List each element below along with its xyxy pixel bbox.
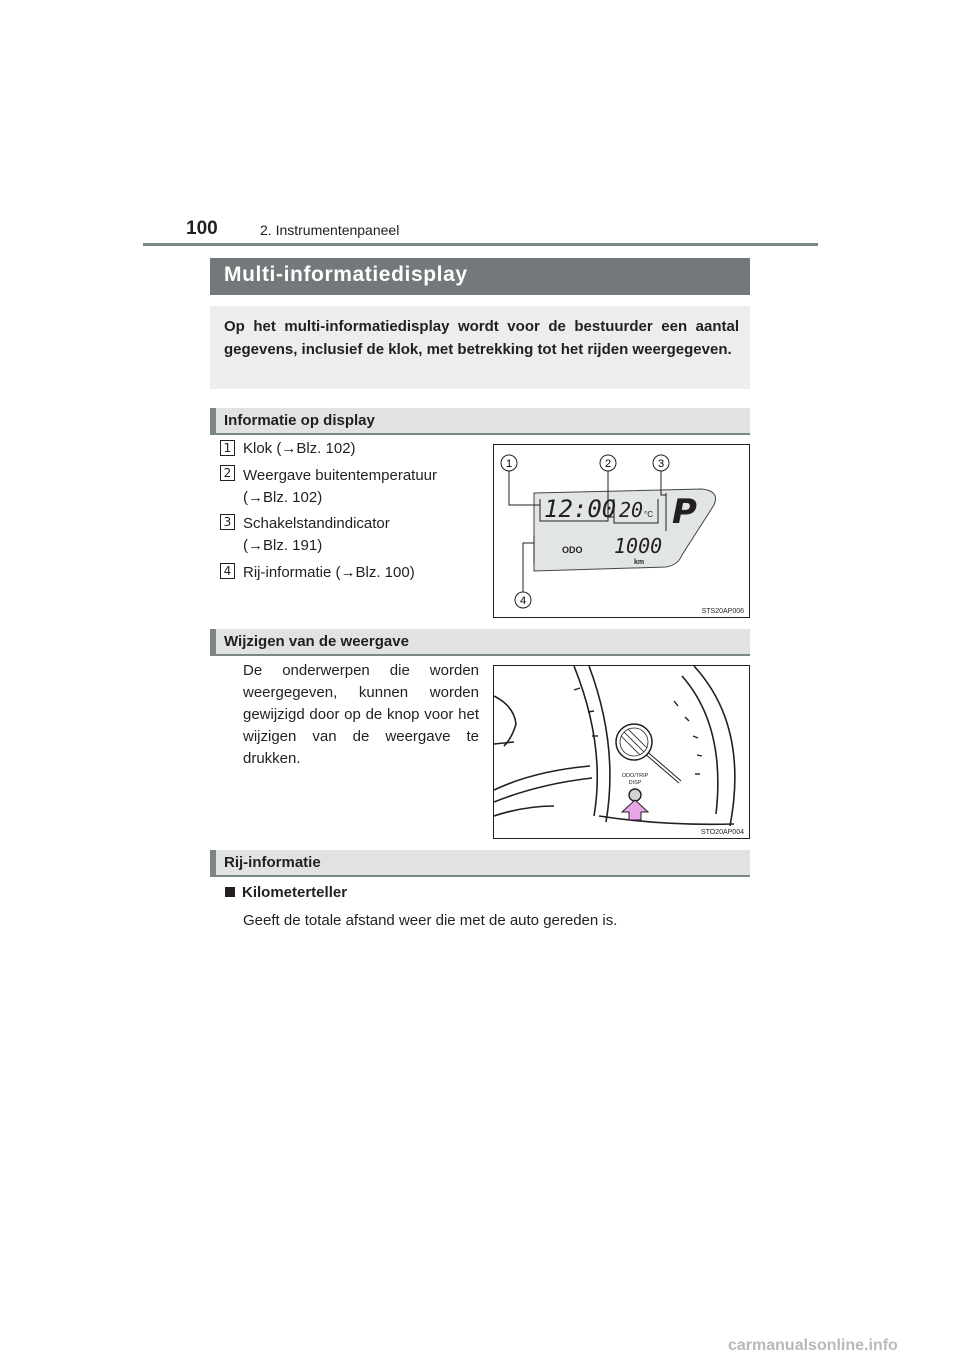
section-title: Rij-informatie <box>224 854 321 871</box>
square-bullet-icon <box>225 887 235 897</box>
lcd-odo-unit: km <box>634 559 645 566</box>
main-title: Multi-informatiedisplay <box>224 263 468 286</box>
callout-2 <box>600 455 616 471</box>
odometer-heading <box>225 884 347 901</box>
item-text-gear-indicator <box>243 513 483 557</box>
item-text-driving-info <box>243 562 483 584</box>
header-rule <box>143 243 818 246</box>
lcd-illustration <box>494 445 749 617</box>
lcd-temperature: 20 <box>619 498 644 522</box>
odometer-heading-text: Kilometerteller <box>242 884 348 901</box>
callout-label: 1 <box>505 458 513 470</box>
intro-text: Op het multi-informatiedisplay wordt voor de bestuurder een aantal gegevens, inclusief de klok, met betrekking tot het rijden weergegeven. <box>224 318 739 358</box>
display-change-button <box>629 789 641 801</box>
change-display-text: De onderwerpen die worden weergegeven, kunnen worden gewijzigd door op de knop voor het wijzigen van de weergave te drukken. <box>243 662 479 767</box>
lcd-temp-unit: °C <box>644 510 653 519</box>
callout-1 <box>501 455 517 471</box>
watermark: carmanualsonline.info <box>728 1337 898 1354</box>
odometer-text: Geeft de totale afstand weer die met de auto gereden is. <box>243 912 618 929</box>
item-line: Weergave buitentemperatuur <box>243 467 438 484</box>
item-number-4: 4 <box>220 563 235 579</box>
lcd-clock: 12:00 <box>544 495 617 523</box>
item-line: Klok (→Blz. 102) <box>243 440 356 457</box>
figure-code: STO20AP004 <box>700 829 744 836</box>
lcd-odo-value: 1000 <box>614 534 663 558</box>
lcd-odo-label: ODO <box>562 545 583 555</box>
item-text-clock <box>243 438 483 460</box>
figure-lcd-display <box>493 444 750 618</box>
item-line: Schakelstandindicator <box>243 515 390 532</box>
item-text-outside-temp <box>243 465 483 509</box>
figure-display-button <box>493 665 750 839</box>
section-bar-driving-info <box>210 850 750 877</box>
item-number-3: 3 <box>220 514 235 530</box>
callout-label: 3 <box>657 458 665 470</box>
chapter-title: 2. Instrumentenpaneel <box>260 222 400 238</box>
trip-knob-icon <box>616 724 652 760</box>
item-number-1: 1 <box>220 440 235 456</box>
item-line: (→Blz. 102) <box>243 489 323 506</box>
button-label-disp: DISP <box>628 780 642 786</box>
callout-3 <box>653 455 669 471</box>
section-title: Wijzigen van de weergave <box>224 633 409 650</box>
callout-label: 4 <box>519 595 527 607</box>
button-label-odo-trip: ODO/TRIP <box>621 773 649 779</box>
section-bar-change-display <box>210 629 750 656</box>
section-bar-info-on-display <box>210 408 750 435</box>
section-title: Informatie op display <box>224 412 375 429</box>
cluster-illustration <box>494 666 749 838</box>
cluster-outline <box>494 666 735 826</box>
item-number-2: 2 <box>220 465 235 481</box>
figure-code: STS20AP006 <box>701 608 744 615</box>
intro-box <box>210 306 750 389</box>
item-line: Rij-informatie (→Blz. 100) <box>243 564 415 581</box>
item-line: (→Blz. 191) <box>243 537 323 554</box>
callout-label: 2 <box>604 458 612 470</box>
callout-4 <box>515 592 531 608</box>
lcd-gear: P <box>672 492 697 532</box>
arrow-up-icon <box>622 800 648 820</box>
main-title-bar <box>210 258 750 295</box>
page-number: 100 <box>186 218 218 239</box>
